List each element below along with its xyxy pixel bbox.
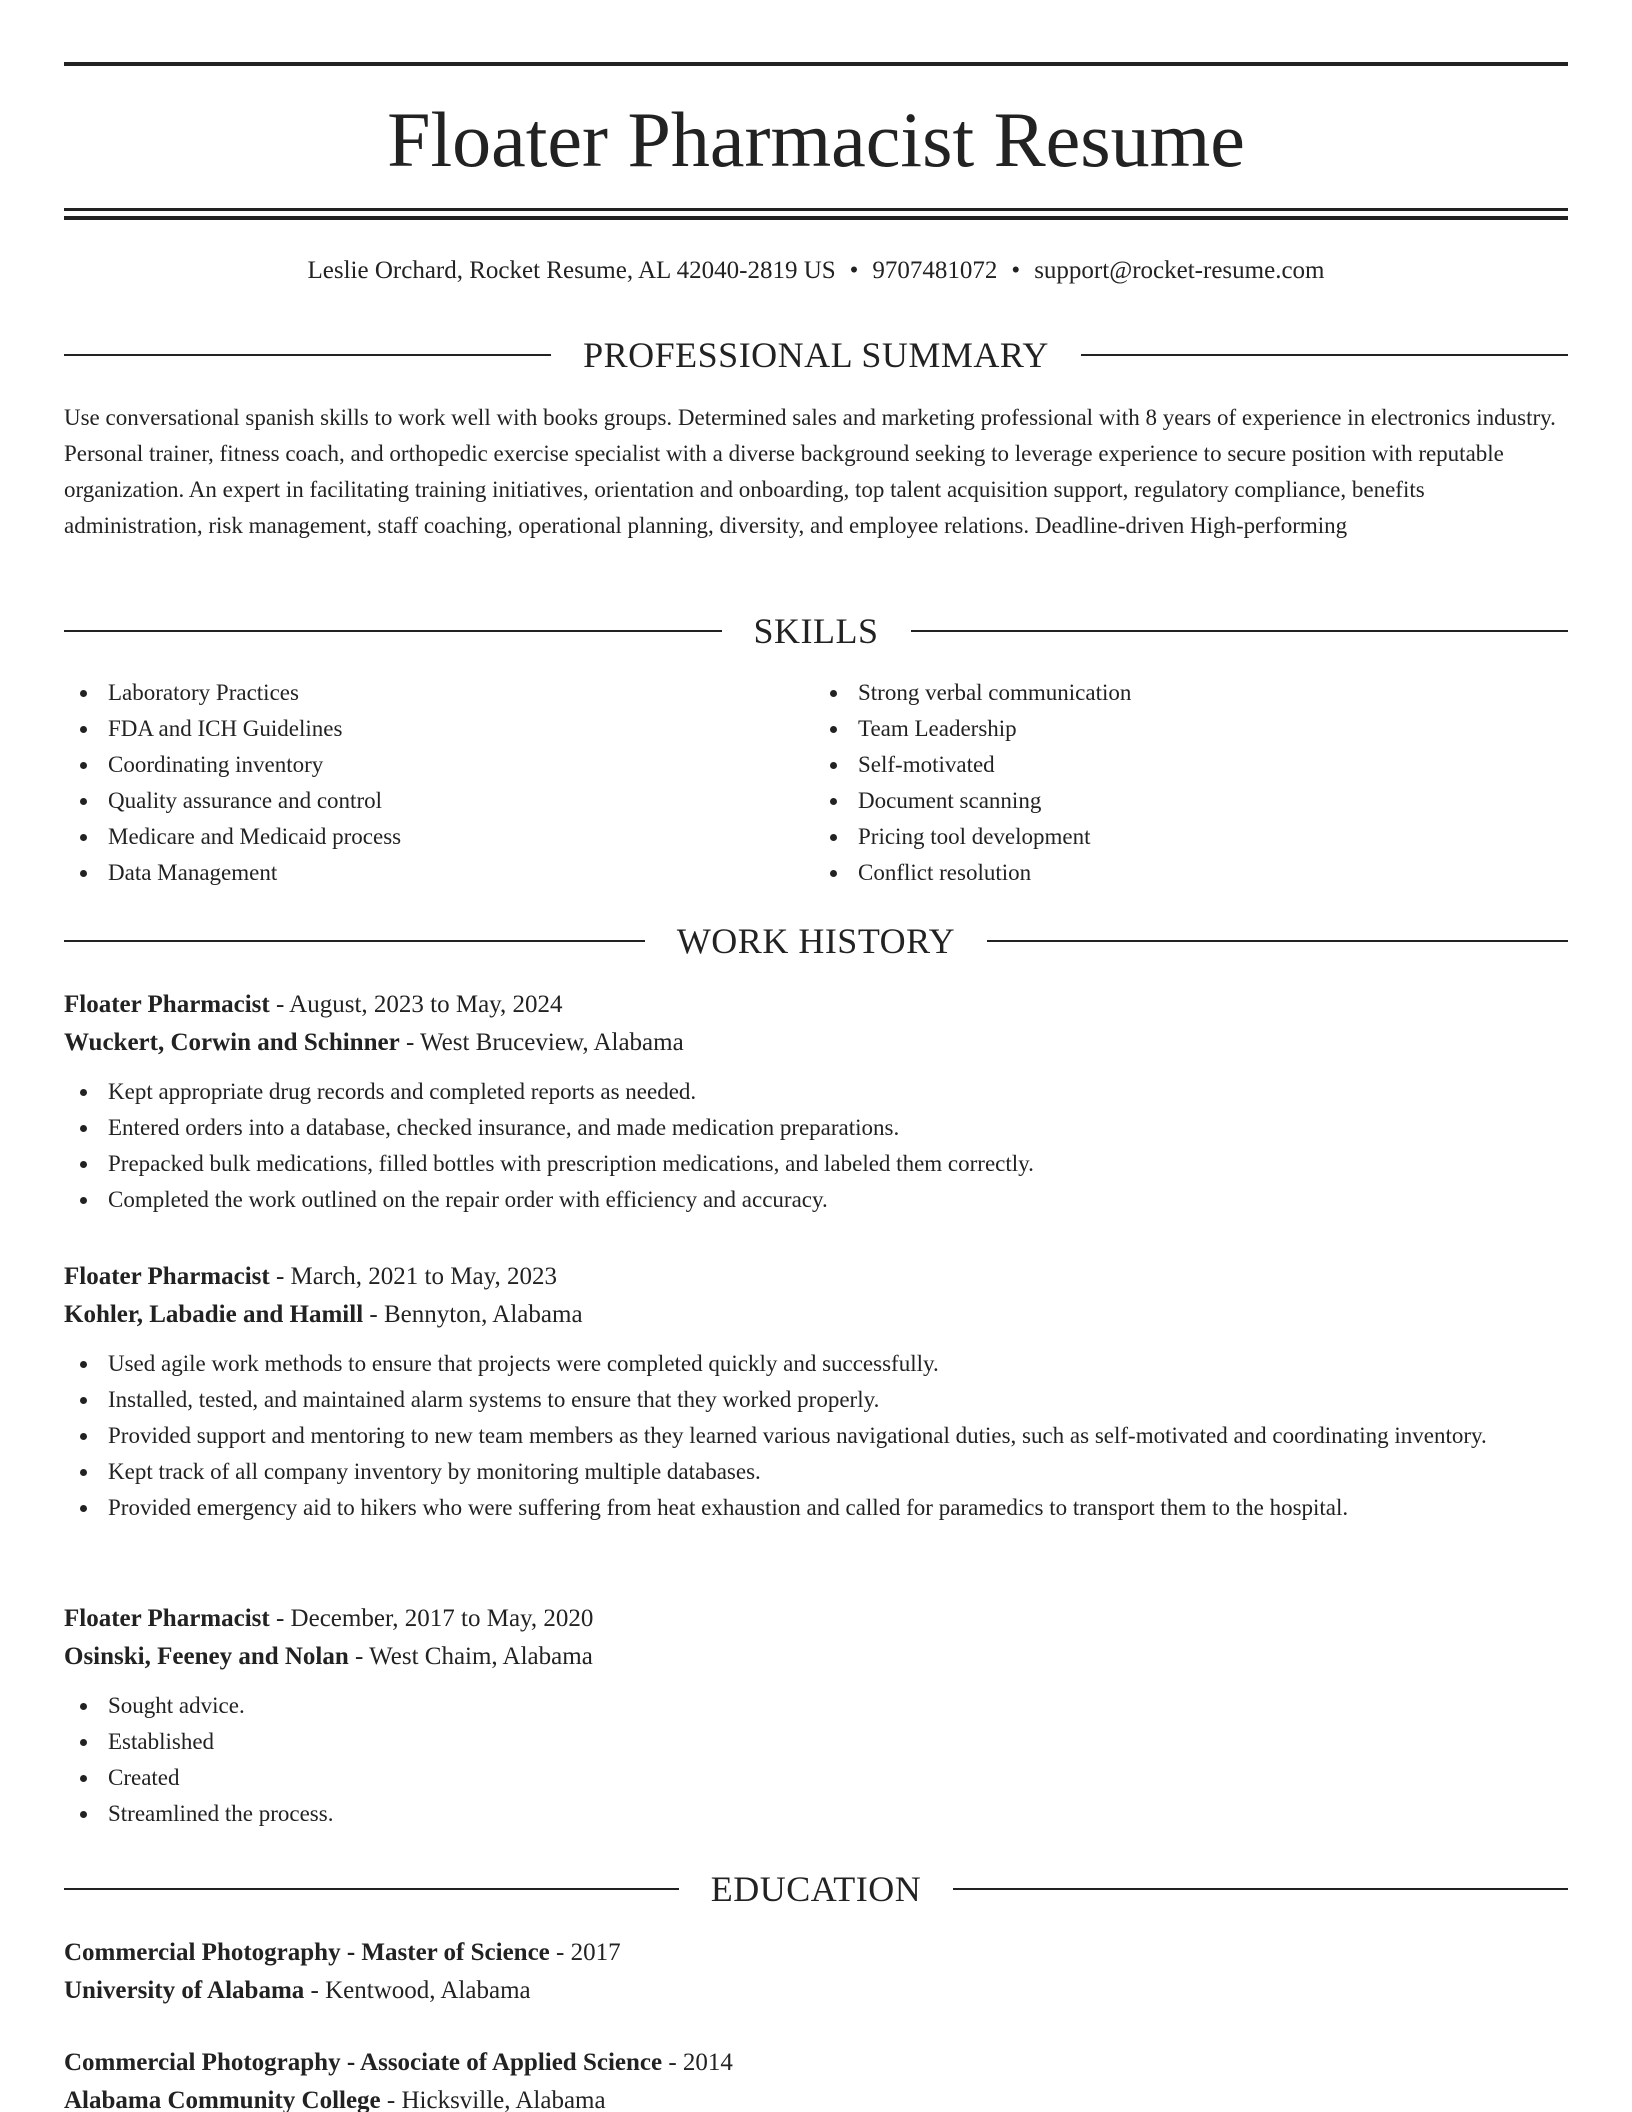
- job-company-line: [64, 1638, 1568, 1676]
- job-bullets: [64, 1074, 1568, 1218]
- job-location: - West Chaim, Alabama: [348, 1643, 593, 1670]
- section-rule: [64, 630, 722, 632]
- contact-line: [64, 254, 1568, 288]
- contact-separator: •: [1011, 257, 1021, 284]
- skill-item: Medicare and Medicaid process: [64, 819, 816, 855]
- title-double-rule: [64, 208, 1568, 220]
- section-rule: [911, 630, 1569, 632]
- job-bullet: Prepacked bulk medications, filled bottles with prescription medications, and labeled them correctly.: [64, 1146, 1568, 1182]
- section-header-skills: [64, 609, 1568, 653]
- job-bullet: Kept track of all company inventory by monitoring multiple databases.: [64, 1454, 1568, 1490]
- skill-item: Data Management: [64, 855, 816, 891]
- job-company: Osinski, Feeney and Nolan: [64, 1643, 349, 1670]
- job-bullet: Completed the work outlined on the repair order with efficiency and accuracy.: [64, 1182, 1568, 1218]
- contact-separator: •: [849, 257, 859, 284]
- job-title-line: [64, 986, 1568, 1024]
- job-title: Floater Pharmacist: [64, 1263, 270, 1290]
- job-location: - Bennyton, Alabama: [363, 1301, 583, 1328]
- education-degree-line: [64, 1934, 1568, 1972]
- job-company: Kohler, Labadie and Hamill: [64, 1301, 364, 1328]
- education-school-line: [64, 2082, 1568, 2112]
- education-school-line: [64, 1972, 1568, 2010]
- section-title: SKILLS: [753, 611, 879, 651]
- skills-column-left: [64, 675, 816, 891]
- section-rule: [953, 1888, 1568, 1890]
- education-school: Alabama Community College: [64, 2087, 381, 2112]
- education-year: - 2014: [662, 2049, 733, 2076]
- job-entry: [64, 1600, 1568, 1832]
- education-entry: [64, 2044, 1568, 2112]
- job-bullet: Entered orders into a database, checked insurance, and made medication preparations.: [64, 1110, 1568, 1146]
- job-dates: - August, 2023 to May, 2024: [269, 991, 563, 1018]
- job-entry: [64, 1258, 1568, 1526]
- job-entry: [64, 986, 1568, 1218]
- education-entry: [64, 1934, 1568, 2010]
- skill-item: Pricing tool development: [816, 819, 1568, 855]
- job-bullets: [64, 1688, 1568, 1832]
- job-company-line: [64, 1024, 1568, 1062]
- section-rule: [64, 1888, 679, 1890]
- section-header-work: [64, 919, 1568, 963]
- section-header-summary: [64, 333, 1568, 377]
- job-bullet: Provided support and mentoring to new team members as they learned various navigational duties, such as self-motivated and coordinating inventory.: [64, 1418, 1568, 1454]
- education-degree: Commercial Photography - Associate of Applied Science: [64, 2049, 663, 2076]
- job-company-line: [64, 1296, 1568, 1334]
- section-rule: [987, 940, 1568, 942]
- skill-item: Strong verbal communication: [816, 675, 1568, 711]
- job-location: - West Bruceview, Alabama: [399, 1029, 684, 1056]
- skills-column-right: [816, 675, 1568, 891]
- job-bullet: Kept appropriate drug records and completed reports as needed.: [64, 1074, 1568, 1110]
- top-rule: [64, 62, 1568, 66]
- job-bullet: Sought advice.: [64, 1688, 1568, 1724]
- job-dates: - March, 2021 to May, 2023: [269, 1263, 557, 1290]
- skill-item: Team Leadership: [816, 711, 1568, 747]
- job-company: Wuckert, Corwin and Schinner: [64, 1029, 400, 1056]
- skill-item: Document scanning: [816, 783, 1568, 819]
- section-rule: [64, 940, 645, 942]
- education-degree-line: [64, 2044, 1568, 2082]
- job-bullet: Installed, tested, and maintained alarm systems to ensure that they worked properly.: [64, 1382, 1568, 1418]
- skill-item: Self-motivated: [816, 747, 1568, 783]
- resume-title: Floater Pharmacist Resume: [387, 96, 1245, 183]
- section-title: PROFESSIONAL SUMMARY: [583, 335, 1049, 375]
- education-location: - Hicksville, Alabama: [380, 2087, 606, 2112]
- section-rule: [64, 354, 551, 356]
- contact-phone[interactable]: 9707481072: [872, 257, 998, 284]
- section-title: EDUCATION: [710, 1869, 922, 1909]
- job-title: Floater Pharmacist: [64, 991, 270, 1018]
- job-bullet: Established: [64, 1724, 1568, 1760]
- job-title-line: [64, 1258, 1568, 1296]
- section-title: WORK HISTORY: [676, 921, 956, 961]
- contact-address: Leslie Orchard, Rocket Resume, AL 42040-2819 US: [307, 257, 836, 284]
- skill-item: FDA and ICH Guidelines: [64, 711, 816, 747]
- skill-item: Coordinating inventory: [64, 747, 816, 783]
- contact-email[interactable]: support@rocket-resume.com: [1034, 257, 1325, 284]
- job-bullet: Provided emergency aid to hikers who were suffering from heat exhaustion and called for paramedics to transport them to the hospital.: [64, 1490, 1568, 1526]
- education-location: - Kentwood, Alabama: [304, 1977, 531, 2004]
- job-title: Floater Pharmacist: [64, 1605, 270, 1632]
- education-year: - 2017: [549, 1939, 621, 1966]
- section-header-education: [64, 1867, 1568, 1911]
- job-bullets: [64, 1346, 1568, 1526]
- skill-item: Quality assurance and control: [64, 783, 816, 819]
- skill-item: Conflict resolution: [816, 855, 1568, 891]
- job-bullet: Created: [64, 1760, 1568, 1796]
- education-school: University of Alabama: [64, 1977, 305, 2004]
- skills-list: [64, 675, 1568, 891]
- skill-item: Laboratory Practices: [64, 675, 816, 711]
- job-bullet: Streamlined the process.: [64, 1796, 1568, 1832]
- job-title-line: [64, 1600, 1568, 1638]
- job-bullet: Used agile work methods to ensure that projects were completed quickly and successfully.: [64, 1346, 1568, 1382]
- section-rule: [1081, 354, 1568, 356]
- education-degree: Commercial Photography - Master of Science: [64, 1939, 550, 1966]
- summary-text: Use conversational spanish skills to work well with books groups. Determined sales and marketing professional with 8 years of experience in electronics industry. Personal trainer, fitness coach, and orthopedic exercise specialist with a diverse background seeking to leverage experience to secure position with reputable organization. An expert in facilitating training initiatives, orientation and onboarding, top talent acquisition support, regulatory compliance, benefits administration, risk management, staff coaching, operational planning, diversity, and employee relations. Deadline-driven High-performing: [64, 405, 1556, 538]
- job-dates: - December, 2017 to May, 2020: [269, 1605, 594, 1632]
